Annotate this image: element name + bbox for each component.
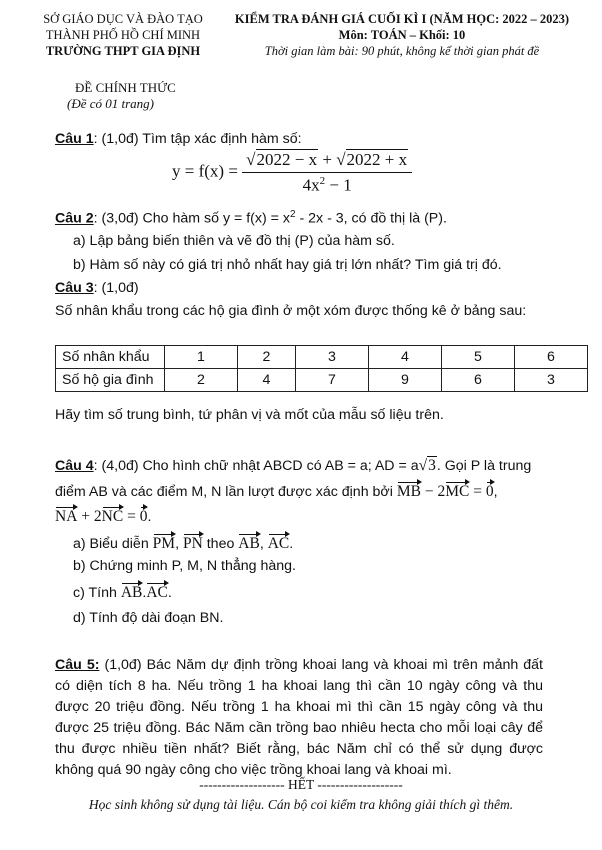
sqrt-b: √2022 + x: [336, 150, 408, 169]
vector-na: NA: [55, 508, 78, 525]
table-cell: 4: [369, 346, 442, 369]
question-4-item-c: c) Tính AB.AC.: [73, 584, 172, 601]
household-table: [55, 345, 588, 392]
department-name: SỞ GIÁO DỤC VÀ ĐÀO TẠO: [43, 12, 203, 26]
pages-note: (Đề có 01 trang): [67, 96, 155, 111]
vector-ab: AB: [120, 584, 143, 601]
table-row: [56, 369, 588, 392]
question-5-label: Câu 5:: [55, 657, 100, 673]
table-cell: 3: [296, 346, 369, 369]
question-4-item-d: d) Tính độ dài đoạn BN.: [73, 610, 224, 626]
school-name: TRƯỜNG THPT GIA ĐỊNH: [45, 44, 201, 58]
table-cell: 5: [442, 346, 515, 369]
formula-q1: [172, 150, 412, 196]
table-cell: 1: [165, 346, 238, 369]
vector-ab: AB: [238, 535, 260, 552]
formula-lhs: y = f(x) =: [172, 161, 238, 181]
table-cell: 7: [296, 369, 369, 392]
question-1: [55, 131, 302, 147]
end-marker: ------------------- HẾT -------------------: [199, 777, 403, 792]
question-3: Câu 3: (1,0đ): [55, 280, 139, 296]
vector-ac: AC: [146, 584, 168, 601]
vector-zero: 0: [485, 483, 494, 500]
city-name: THÀNH PHỐ HỒ CHÍ MINH: [45, 28, 201, 42]
vector-nc: NC: [101, 508, 124, 525]
sqrt-a: √2022 − x: [246, 150, 318, 169]
exam-title: KIỂM TRA ĐÁNH GIÁ CUỐI KÌ I (NĂM HỌC: 2022 – 2023): [234, 12, 570, 26]
question-5: [55, 655, 543, 781]
formula-fraction: [242, 150, 412, 196]
table-header-cell: Số hộ gia đình: [56, 369, 165, 392]
vector-ac: AC: [267, 535, 290, 552]
question-2-item-a: a) Lập bảng biến thiên và vẽ đồ thị (P) của hàm số.: [73, 233, 395, 249]
question-5-text: (1,0đ) Bác Năm dự định trồng khoai lang và khoai mì trên mảnh đất có diện tích 8 ha. Nếu trồng 1 ha khoai lang thì cần 10 ngày công và thu được 20 triệu đồng. Nếu trồng 1 ha khoai mì thì cần 15 ngày công và thu được 25 triệu đồng. Bác Năm cần trồng bao nhiêu hecta cho mỗi loại cây để thu được nhiều tiền nhất? Biết rằng, bác Năm chỉ có thể sử dụng được không quá 90 ngày công cho việc trồng khoai lang và khoai mì.: [55, 657, 543, 778]
footer-note: Học sinh không sử dụng tài liệu. Cán bộ coi kiểm tra không giải thích gì thêm.: [88, 797, 514, 812]
table-cell: 2: [165, 369, 238, 392]
table-cell: 3: [515, 369, 588, 392]
question-4-item-a: a) Biểu diễn PM, PN theo AB, AC.: [73, 535, 294, 552]
question-2: Câu 2: (3,0đ) Cho hàm số $y = f(x) = x^2 - 2x - 3$, có đồ thị là (P).: [55, 209, 447, 227]
table-cell: 6: [442, 369, 515, 392]
table-cell: 6: [515, 346, 588, 369]
vector-pn: PN: [182, 535, 203, 552]
question-3-ask: Hãy tìm số trung bình, tứ phân vị và mốt của mẫu số liệu trên.: [55, 407, 444, 423]
question-1-points: : (1,0đ) Tìm tập xác định hàm số:: [93, 131, 302, 147]
table-cell: 4: [238, 369, 296, 392]
time-line: Thời gian làm bài: 90 phút, không kể thời gian phát đề: [264, 44, 540, 58]
table-row: [56, 346, 588, 369]
question-2-label: Câu 2: [55, 210, 94, 227]
question-4-line-3: NA + 2NC = 0.: [55, 508, 152, 525]
vector-zero: 0: [139, 508, 148, 525]
table-header-cell: Số nhân khẩu: [56, 346, 165, 369]
formula-denominator: $4x^2 - 1$: [302, 175, 352, 195]
question-1-label: Câu 1: [55, 131, 94, 147]
question-4-line-2: điểm AB và các điểm M, N lần lượt được xác định bởi MB − 2MC = 0,: [55, 483, 498, 500]
official-label: ĐỀ CHÍNH THỨC: [75, 80, 176, 95]
formula-numerator: √2022 − x + √2022 + x: [242, 150, 412, 173]
question-3-label: Câu 3: [55, 280, 94, 296]
sqrt-3: √3: [418, 457, 436, 474]
question-3-intro: Số nhân khẩu trong các hộ gia đình ở một xóm được thống kê ở bảng sau:: [55, 303, 527, 319]
question-2-item-b: b) Hàm số này có giá trị nhỏ nhất hay giá trị lớn nhất? Tìm giá trị đó.: [73, 257, 502, 273]
question-4-label: Câu 4: [55, 458, 94, 474]
vector-pm: PM: [152, 535, 176, 552]
question-4-item-b: b) Chứng minh P, M, N thẳng hàng.: [73, 558, 296, 574]
table-cell: 9: [369, 369, 442, 392]
vector-mb: MB: [396, 483, 421, 500]
subject-line: Môn: TOÁN – Khối: 10: [338, 28, 466, 42]
table-cell: 2: [238, 346, 296, 369]
vector-mc: MC: [445, 483, 470, 500]
question-4-line-1: Câu 4: (4,0đ) Cho hình chữ nhật ABCD có AB = a; AD = a√3. Gọi P là trung: [55, 457, 532, 474]
